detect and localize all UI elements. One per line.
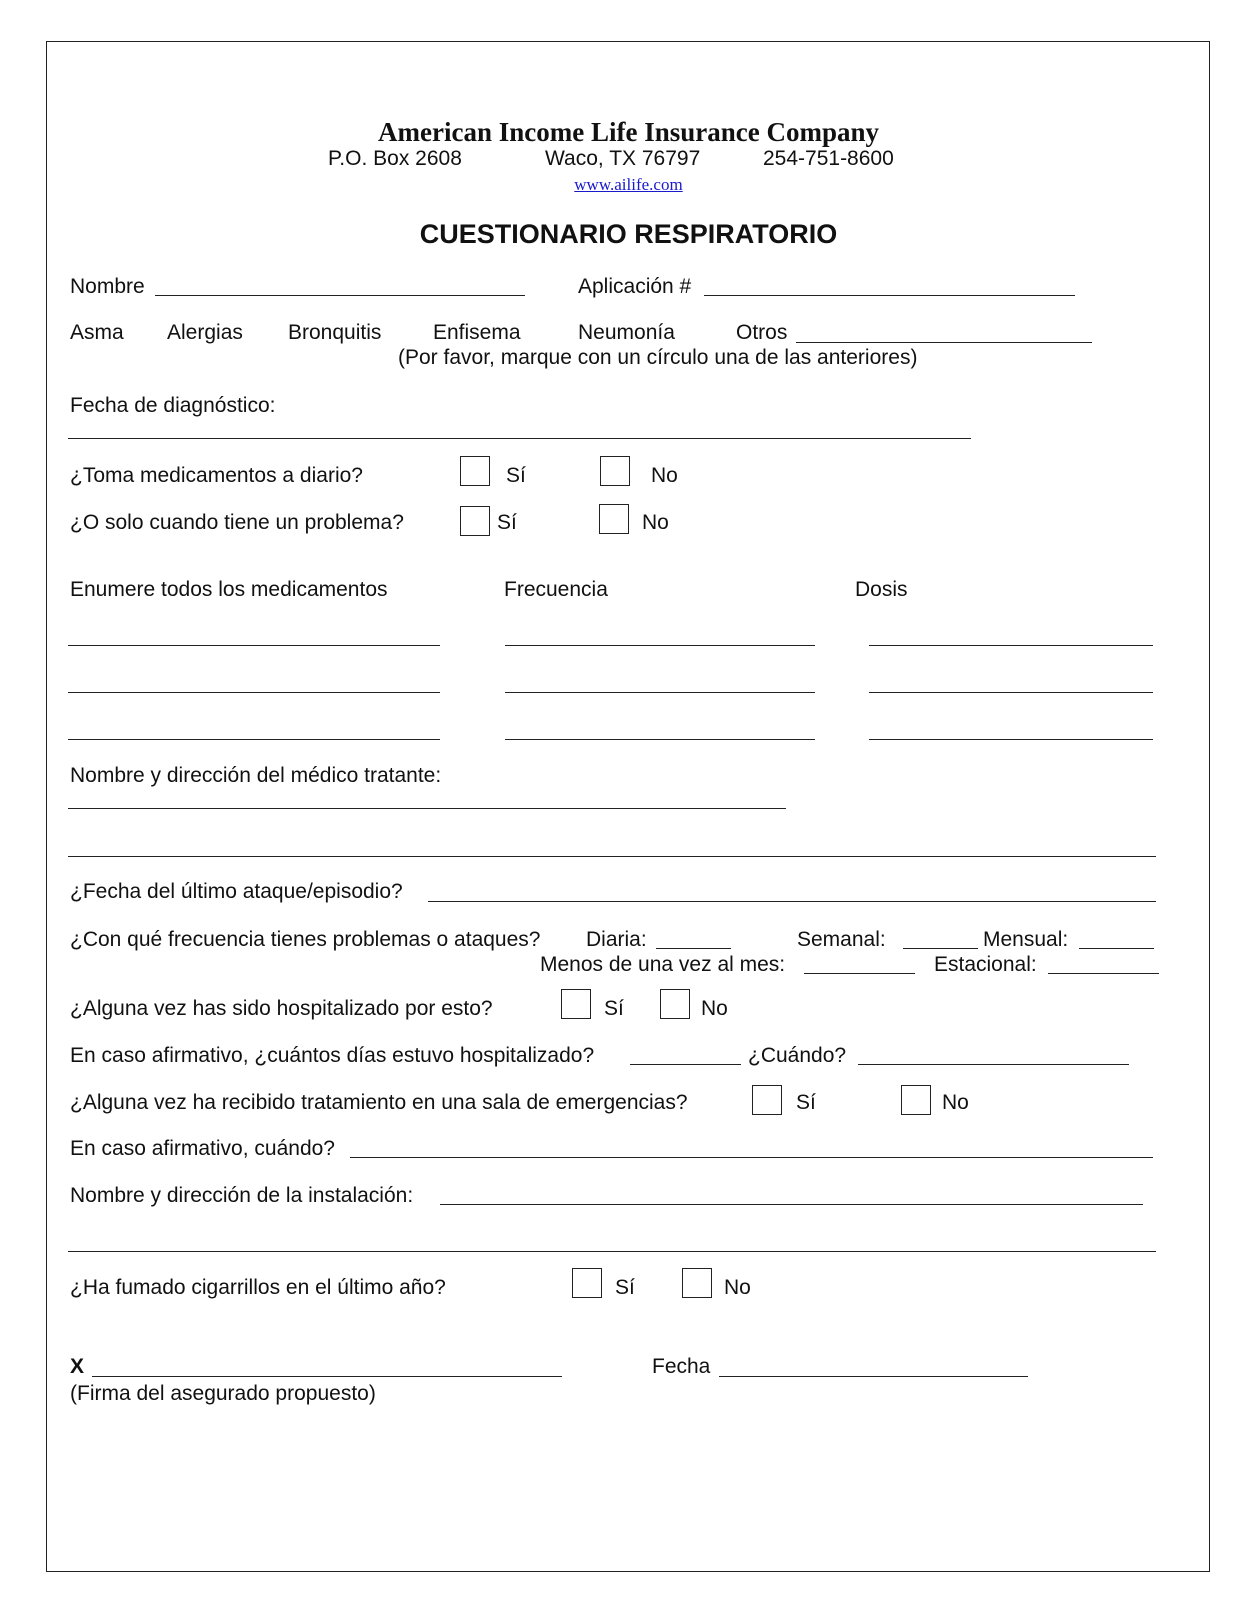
meds-col-label: Enumere todos los medicamentos <box>70 578 388 601</box>
company-name: American Income Life Insurance Company <box>378 117 879 147</box>
med-name-field[interactable] <box>68 645 440 646</box>
daily-med-yes-checkbox[interactable] <box>460 456 490 486</box>
daily-med-question: ¿Toma medicamentos a diario? <box>70 464 363 487</box>
smoked-yes-checkbox[interactable] <box>572 1268 602 1298</box>
diagnosis-date-field[interactable] <box>68 438 971 439</box>
smoked-no-checkbox[interactable] <box>682 1268 712 1298</box>
doctor-field[interactable] <box>68 808 786 809</box>
er-no-label: No <box>942 1091 969 1114</box>
when-label: ¿Cuándo? <box>748 1044 847 1067</box>
daily-label: Diaria: <box>586 928 647 951</box>
condition-other[interactable]: Otros <box>736 321 788 344</box>
med-freq-field[interactable] <box>505 692 815 693</box>
only-problem-no-checkbox[interactable] <box>599 504 629 534</box>
smoked-yes-label: Sí <box>615 1276 635 1299</box>
last-attack-label: ¿Fecha del último ataque/episodio? <box>70 880 403 903</box>
er-when-label: En caso afirmativo, cuándo? <box>70 1137 335 1160</box>
frequency-question: ¿Con qué frecuencia tienes problemas o ataques? <box>70 928 541 951</box>
weekly-field[interactable] <box>903 948 978 949</box>
date-field[interactable] <box>719 1376 1028 1377</box>
hospital-days-label: En caso afirmativo, ¿cuántos días estuvo hospitalizado? <box>70 1044 595 1067</box>
med-freq-field[interactable] <box>505 739 815 740</box>
med-dose-field[interactable] <box>869 645 1153 646</box>
condition-allergies[interactable]: Alergias <box>167 321 243 344</box>
hospitalized-no-checkbox[interactable] <box>660 989 690 1019</box>
conditions-note: (Por favor, marque con un círculo una de las anteriores) <box>398 346 918 369</box>
daily-med-no-checkbox[interactable] <box>600 456 630 486</box>
dose-col-label: Dosis <box>855 578 908 601</box>
daily-field[interactable] <box>656 948 731 949</box>
hospitalized-yes-checkbox[interactable] <box>561 989 591 1019</box>
hospitalized-yes-label: Sí <box>604 997 624 1020</box>
condition-pneumonia[interactable]: Neumonía <box>578 321 675 344</box>
er-question: ¿Alguna vez ha recibido tratamiento en una sala de emergencias? <box>70 1091 688 1114</box>
name-label: Nombre <box>70 275 145 298</box>
facility-field-2[interactable] <box>68 1251 1156 1252</box>
city-address: Waco, TX 76797 <box>545 147 701 170</box>
other-condition-field[interactable] <box>796 342 1092 343</box>
condition-emphysema[interactable]: Enfisema <box>433 321 521 344</box>
med-freq-field[interactable] <box>505 645 815 646</box>
doctor-label: Nombre y dirección del médico tratante: <box>70 764 442 787</box>
signature-field[interactable] <box>92 1376 562 1377</box>
daily-med-yes-label: Sí <box>506 464 526 487</box>
condition-asthma[interactable]: Asma <box>70 321 124 344</box>
less-monthly-field[interactable] <box>804 973 915 974</box>
smoked-question: ¿Ha fumado cigarrillos en el último año? <box>70 1276 446 1299</box>
signature-x: X <box>70 1355 85 1378</box>
weekly-label: Semanal: <box>797 928 886 951</box>
hospitalized-no-label: No <box>701 997 728 1020</box>
diagnosis-date-label: Fecha de diagnóstico: <box>70 394 276 417</box>
freq-col-label: Frecuencia <box>504 578 608 601</box>
application-field[interactable] <box>704 295 1075 296</box>
doctor-field-2[interactable] <box>68 856 1156 857</box>
date-label: Fecha <box>652 1355 711 1378</box>
monthly-field[interactable] <box>1079 948 1154 949</box>
med-name-field[interactable] <box>68 739 440 740</box>
hospital-days-field[interactable] <box>630 1064 741 1065</box>
seasonal-field[interactable] <box>1048 973 1159 974</box>
condition-bronchitis[interactable]: Bronquitis <box>288 321 382 344</box>
name-field[interactable] <box>155 295 525 296</box>
monthly-label: Mensual: <box>983 928 1069 951</box>
facility-field[interactable] <box>440 1204 1143 1205</box>
daily-med-no-label: No <box>651 464 678 487</box>
only-problem-yes-checkbox[interactable] <box>460 506 490 536</box>
form-title: CUESTIONARIO RESPIRATORIO <box>419 219 838 249</box>
er-yes-label: Sí <box>796 1091 816 1114</box>
hospitalized-question: ¿Alguna vez has sido hospitalizado por esto? <box>70 997 493 1020</box>
po-box: P.O. Box 2608 <box>328 147 462 170</box>
hospital-when-field[interactable] <box>858 1064 1129 1065</box>
phone-number: 254-751-8600 <box>763 147 894 170</box>
seasonal-label: Estacional: <box>934 953 1037 976</box>
facility-label: Nombre y dirección de la instalación: <box>70 1184 414 1207</box>
med-name-field[interactable] <box>68 692 440 693</box>
only-problem-question: ¿O solo cuando tiene un problema? <box>70 511 404 534</box>
er-yes-checkbox[interactable] <box>752 1085 782 1115</box>
less-monthly-label: Menos de una vez al mes: <box>540 953 786 976</box>
smoked-no-label: No <box>724 1276 751 1299</box>
form-border <box>46 41 1210 1572</box>
only-problem-no-label: No <box>642 511 669 534</box>
last-attack-field[interactable] <box>428 901 1156 902</box>
only-problem-yes-label: Sí <box>497 511 517 534</box>
med-dose-field[interactable] <box>869 692 1153 693</box>
med-dose-field[interactable] <box>869 739 1153 740</box>
er-when-field[interactable] <box>350 1157 1153 1158</box>
application-label: Aplicación # <box>578 275 692 298</box>
signature-label: (Firma del asegurado propuesto) <box>70 1382 376 1405</box>
er-no-checkbox[interactable] <box>901 1085 931 1115</box>
website-link[interactable]: www.ailife.com <box>574 175 683 194</box>
